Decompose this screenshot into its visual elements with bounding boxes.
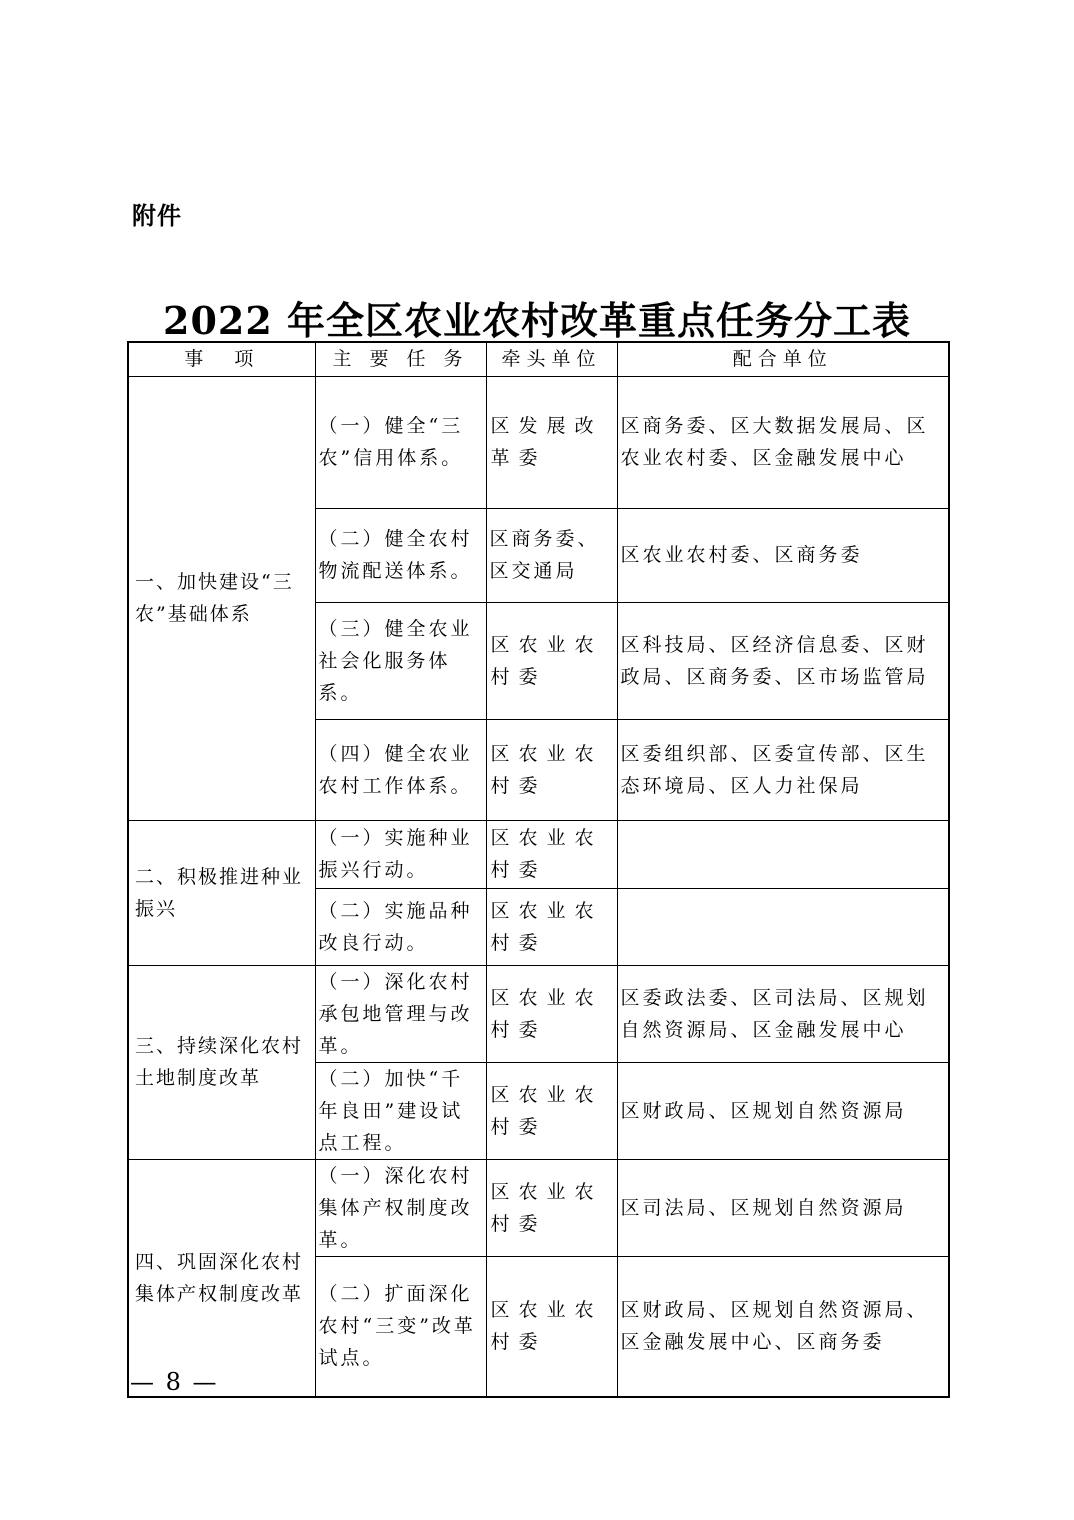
item-cell: 四、巩固深化农村集体产权制度改革	[128, 1159, 315, 1397]
task-cell: （二）健全农村物流配送体系。	[315, 508, 486, 602]
table-row	[128, 1159, 949, 1256]
task-division-table	[127, 341, 950, 1398]
task-cell: （二）扩面深化农村“三变”改革试点。	[315, 1256, 486, 1397]
support-units-cell: 区科技局、区经济信息委、区财政局、区商务委、区市场监管局	[617, 602, 949, 719]
task-cell: （二）实施品种改良行动。	[315, 888, 486, 965]
lead-unit-cell: 区农业农村委	[486, 1062, 617, 1159]
task-cell: （三）健全农业社会化服务体系。	[315, 602, 486, 719]
header-item: 事 项	[128, 342, 315, 376]
item-cell: 三、持续深化农村土地制度改革	[128, 965, 315, 1159]
support-units-cell: 区委政法委、区司法局、区规划自然资源局、区金融发展中心	[617, 965, 949, 1062]
support-units-cell: 区委组织部、区委宣传部、区生态环境局、区人力社保局	[617, 719, 949, 820]
table-header-row	[128, 342, 949, 376]
lead-unit-cell: 区商务委、区交通局	[486, 508, 617, 602]
attachment-label: 附件	[132, 202, 182, 230]
lead-unit-cell: 区农业农村委	[486, 888, 617, 965]
support-units-cell: 区商务委、区大数据发展局、区农业农村委、区金融发展中心	[617, 376, 949, 508]
lead-unit-cell: 区农业农村委	[486, 965, 617, 1062]
page-number: — 8 —	[130, 1368, 219, 1396]
task-table-wrapper	[127, 341, 948, 1370]
task-cell: （一）深化农村承包地管理与改革。	[315, 965, 486, 1062]
lead-unit-cell: 区农业农村委	[486, 1256, 617, 1397]
header-support-units: 配合单位	[617, 342, 949, 376]
table-row	[128, 965, 949, 1062]
lead-unit-cell: 区农业农村委	[486, 719, 617, 820]
item-cell: 一、加快建设“三农”基础体系	[128, 376, 315, 820]
task-cell: （一）深化农村集体产权制度改革。	[315, 1159, 486, 1256]
support-units-cell: 区财政局、区规划自然资源局、区金融发展中心、区商务委	[617, 1256, 949, 1397]
task-cell: （二）加快“千年良田”建设试点工程。	[315, 1062, 486, 1159]
support-units-cell	[617, 888, 949, 965]
task-cell: （一）健全“三农”信用体系。	[315, 376, 486, 508]
task-cell: （一）实施种业振兴行动。	[315, 820, 486, 888]
lead-unit-cell: 区农业农村委	[486, 820, 617, 888]
header-main-task: 主 要 任 务	[315, 342, 486, 376]
lead-unit-cell: 区发展改革委	[486, 376, 617, 508]
support-units-cell: 区农业农村委、区商务委	[617, 508, 949, 602]
table-row	[128, 376, 949, 508]
item-cell: 二、积极推进种业振兴	[128, 820, 315, 965]
table-row	[128, 820, 949, 888]
header-lead-unit: 牵头单位	[486, 342, 617, 376]
lead-unit-cell: 区农业农村委	[486, 602, 617, 719]
task-cell: （四）健全农业农村工作体系。	[315, 719, 486, 820]
support-units-cell: 区财政局、区规划自然资源局	[617, 1062, 949, 1159]
support-units-cell: 区司法局、区规划自然资源局	[617, 1159, 949, 1256]
support-units-cell	[617, 820, 949, 888]
document-title: 2022 年全区农业农村改革重点任务分工表	[163, 298, 911, 343]
lead-unit-cell: 区农业农村委	[486, 1159, 617, 1256]
